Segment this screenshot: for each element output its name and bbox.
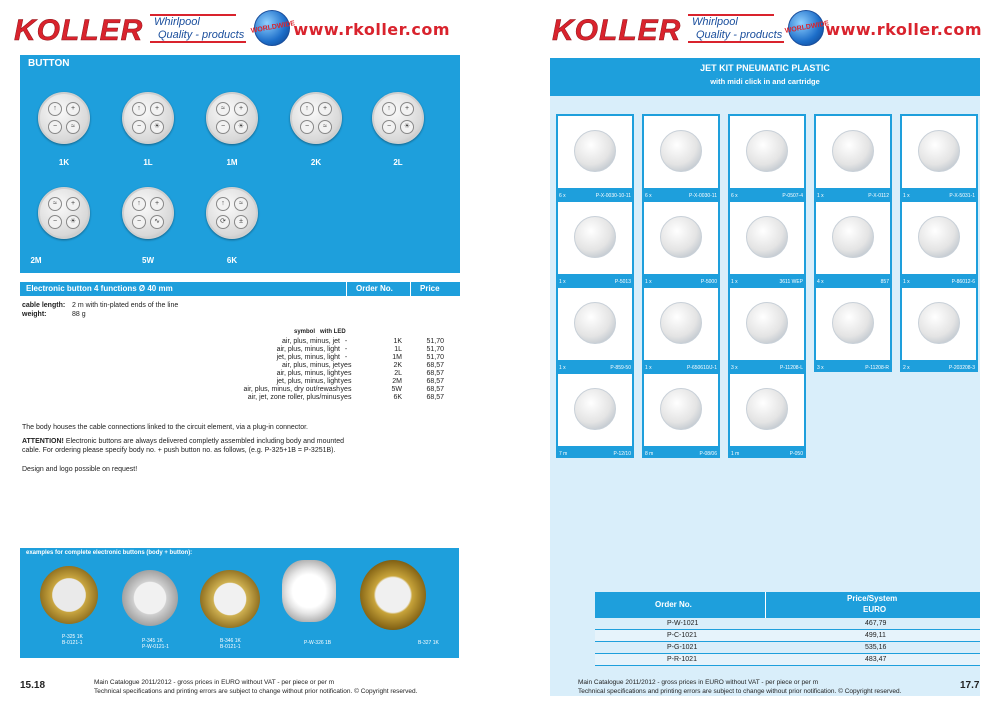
- brand-sub2: Quality - products: [688, 29, 784, 43]
- button-image-5w: ↑ + − ∿: [122, 187, 174, 239]
- cable-length-label: cable length:: [22, 302, 66, 309]
- button-image-1k: ↑ + − ≈: [38, 92, 90, 144]
- col-symbol: symbol: [294, 329, 316, 335]
- part-image: [902, 288, 976, 360]
- jet-kit-subtitle: with midi click in and cartridge: [710, 77, 820, 86]
- price-row-cell: 2L: [394, 370, 402, 377]
- brand-sub1: Whirlpool: [150, 14, 236, 28]
- table-row: [595, 618, 980, 630]
- attention-text: [22, 437, 362, 455]
- part-tile: [814, 114, 892, 200]
- table-row: [595, 642, 980, 654]
- price-row-cell: 6K: [393, 394, 402, 401]
- jet-kit-title-bar: [550, 58, 980, 96]
- price-row-cell: -: [344, 338, 348, 345]
- part-image: [644, 116, 718, 188]
- button-image-2m: ≈ + − ☀: [38, 187, 90, 239]
- price-row-cell: -: [344, 354, 348, 361]
- worldwide-globe-icon: [250, 10, 296, 46]
- part-shape: [660, 302, 702, 344]
- button-label: 1L: [143, 158, 153, 167]
- part-tile: [900, 114, 978, 200]
- price-row-cell: air, jet, zone roller, plus/minus: [247, 394, 340, 401]
- part-qty: 2 x: [903, 365, 910, 371]
- part-shape: [832, 216, 874, 258]
- examples-panel: [20, 548, 459, 658]
- part-tile: [642, 372, 720, 458]
- example-unit-image: [282, 560, 336, 622]
- part-tile: [728, 286, 806, 372]
- price-table-rows: [595, 618, 980, 666]
- example-label: [304, 640, 331, 646]
- col-price: Price: [420, 284, 440, 293]
- part-shape: [746, 130, 788, 172]
- part-qty: 3 x: [817, 365, 824, 371]
- part-image: [644, 374, 718, 446]
- price-row-cell: 1K: [393, 338, 402, 345]
- part-image: [816, 288, 890, 360]
- price-row-cell: 68,57: [426, 362, 444, 369]
- table-header: [20, 282, 460, 296]
- part-code: P-X-0112: [868, 193, 889, 199]
- example-unit-image: [360, 560, 426, 630]
- part-tile: [814, 200, 892, 286]
- part-code: P-11208-R: [865, 365, 889, 371]
- example-code: B-0121-1: [62, 640, 83, 646]
- website-link[interactable]: www.rkoller.com: [293, 20, 450, 39]
- left-header: [0, 8, 500, 48]
- table-row: [595, 654, 980, 666]
- price-table-header: [595, 592, 980, 618]
- part-qty: 1 x: [817, 193, 824, 199]
- design-note: Design and logo possible on request!: [22, 466, 138, 473]
- footer-line: Main Catalogue 2011/2012 - gross prices in EURO without VAT - per piece or per m: [578, 679, 819, 686]
- price-row-cell: yes: [340, 362, 352, 369]
- part-code: 3611 WEP: [779, 279, 803, 285]
- price-col-h2: EURO: [863, 605, 887, 614]
- part-shape: [918, 130, 960, 172]
- part-image: [730, 374, 804, 446]
- part-qty: 1 x: [559, 365, 566, 371]
- price-row-cell: 68,57: [426, 394, 444, 401]
- example-unit-image: [122, 570, 178, 626]
- part-image: [816, 116, 890, 188]
- example-label: [142, 638, 169, 650]
- part-qty: 6 x: [731, 193, 738, 199]
- price-row-cell: air, plus, minus, jet: [282, 338, 340, 345]
- part-code: P-X-0030-10-11: [595, 193, 631, 199]
- example-label: [62, 634, 83, 646]
- part-qty: 7 m: [559, 451, 568, 457]
- price-row-cell: air, plus, minus, light: [276, 346, 340, 353]
- part-tile: [814, 286, 892, 372]
- part-code: P-12/10: [613, 451, 631, 457]
- part-qty: 1 m: [731, 451, 740, 457]
- part-tile: [556, 114, 634, 200]
- part-shape: [574, 130, 616, 172]
- part-code: P-X-0030-11: [689, 193, 717, 199]
- price-row-cell: yes: [340, 386, 352, 393]
- part-qty: 6 x: [559, 193, 566, 199]
- price-row-cell: 2K: [393, 362, 402, 369]
- brand-sub2: Quality - products: [150, 29, 246, 43]
- price-row-cell: 1L: [394, 346, 402, 353]
- globe-label: WORLDWIDE: [784, 20, 830, 35]
- button-label: 5W: [142, 256, 154, 265]
- part-code: P-650610/J-1: [686, 365, 717, 371]
- part-image: [558, 202, 632, 274]
- part-shape: [746, 388, 788, 430]
- part-shape: [832, 130, 874, 172]
- example-code: B-327 1K: [418, 640, 439, 646]
- part-image: [644, 288, 718, 360]
- part-qty: 3 x: [731, 365, 738, 371]
- part-code: P-859-50: [610, 365, 631, 371]
- website-link[interactable]: www.rkoller.com: [825, 20, 982, 39]
- example-code: P-W-326 1B: [304, 640, 332, 646]
- right-header: [500, 8, 1000, 48]
- part-shape: [832, 302, 874, 344]
- worldwide-globe-icon: [784, 10, 830, 46]
- price-row-cell: 51,70: [426, 338, 444, 345]
- part-shape: [746, 302, 788, 344]
- brand-sub1: Whirlpool: [688, 14, 774, 28]
- body-text: The body houses the cable connections linked to the circuit element, via a plug-in connector.: [22, 424, 309, 431]
- button-image-2l: ↑ + − ☀: [372, 92, 424, 144]
- page-number: 15.18: [20, 680, 46, 691]
- part-shape: [918, 302, 960, 344]
- row-price: 535,16: [865, 644, 887, 651]
- part-shape: [660, 130, 702, 172]
- row-order-no: P-W-1021: [667, 620, 699, 627]
- price-row-cell: 1M: [392, 354, 402, 361]
- part-tile: [900, 200, 978, 286]
- part-code: P-08/06: [699, 451, 717, 457]
- part-qty: 6 x: [645, 193, 652, 199]
- price-row-cell: yes: [340, 378, 352, 385]
- brand-name: KOLLER: [552, 14, 682, 47]
- attention-label: ATTENTION!: [22, 438, 64, 445]
- button-label: 1K: [58, 158, 70, 167]
- part-image: [730, 116, 804, 188]
- part-tile: [900, 286, 978, 372]
- price-row-cell: 5W: [391, 386, 402, 393]
- part-qty: 1 x: [559, 279, 566, 285]
- footer-line: Technical specifications and printing errors are subject to change without prior notification. © Copyright reserved.: [578, 688, 902, 695]
- weight-label: weight:: [22, 311, 47, 318]
- part-code: P-5013: [614, 279, 631, 285]
- price-row-cell: jet, plus, minus, light: [276, 378, 340, 385]
- row-order-no: P-G-1021: [667, 644, 698, 651]
- table-row: [595, 630, 980, 642]
- price-row-cell: air, plus, minus, dry out/rewash: [243, 386, 340, 393]
- price-row-cell: 68,57: [426, 378, 444, 385]
- price-row-cell: yes: [340, 394, 352, 401]
- koller-logo: [552, 14, 783, 48]
- part-image: [558, 288, 632, 360]
- part-qty: 8 m: [645, 451, 654, 457]
- koller-logo: [14, 14, 245, 48]
- part-tile: [556, 286, 634, 372]
- button-label: 2M: [30, 256, 42, 265]
- footer: [578, 678, 901, 696]
- price-row-cell: 2M: [392, 378, 402, 385]
- price-row-cell: air, plus, minus, light: [276, 370, 340, 377]
- divider: [765, 592, 766, 618]
- part-image: [558, 116, 632, 188]
- price-row-cell: 51,70: [426, 346, 444, 353]
- part-qty: 1 x: [645, 279, 652, 285]
- price-table: [595, 592, 980, 666]
- part-shape: [574, 216, 616, 258]
- part-image: [816, 202, 890, 274]
- part-image: [902, 202, 976, 274]
- part-shape: [574, 302, 616, 344]
- part-image: [558, 374, 632, 446]
- example-label: [220, 638, 241, 650]
- example-label: [418, 640, 439, 646]
- button-image-1l: ↑ + − ☀: [122, 92, 174, 144]
- price-row-cell: yes: [340, 370, 352, 377]
- part-qty: 4 x: [817, 279, 824, 285]
- example-code: P-W-0121-1: [142, 644, 169, 650]
- part-tile: [728, 372, 806, 458]
- part-code: P-11208-L: [780, 365, 803, 371]
- examples-title: examples for complete electronic buttons (body + button):: [26, 550, 193, 556]
- part-image: [730, 202, 804, 274]
- example-code: B-0121-1: [220, 644, 241, 650]
- button-image-2k: ↑ + − ≈: [290, 92, 342, 144]
- col-order-no: Order No.: [356, 284, 393, 293]
- price-row-cell: 68,57: [426, 386, 444, 393]
- price-row-cell: -: [344, 346, 348, 353]
- part-code: P-86012-6: [951, 279, 975, 285]
- part-shape: [574, 388, 616, 430]
- part-tile: [728, 114, 806, 200]
- example-code: B-346 1K: [220, 638, 241, 644]
- part-qty: 1 x: [645, 365, 652, 371]
- footer-line: Main Catalogue 2011/2012 - gross prices in EURO without VAT - per piece or per m: [94, 679, 335, 686]
- part-tile: [556, 200, 634, 286]
- jet-kit-title: JET KIT PNEUMATIC PLASTIC: [700, 63, 830, 73]
- part-code: P-0507-4: [782, 193, 803, 199]
- divider: [346, 282, 347, 296]
- divider: [410, 282, 411, 296]
- part-tile: [728, 200, 806, 286]
- price-col-order: Order No.: [655, 600, 692, 609]
- part-image: [902, 116, 976, 188]
- button-label: 6K: [226, 256, 238, 265]
- part-tile: [642, 200, 720, 286]
- row-price: 499,11: [865, 632, 886, 639]
- price-row-cell: jet, plus, minus, light: [276, 354, 340, 361]
- button-label: 2L: [393, 158, 403, 167]
- table-title: Electronic button 4 functions Ø 40 mm: [26, 284, 173, 293]
- part-code: P-203208-3: [948, 365, 975, 371]
- part-code: P-X-5031-1: [949, 193, 975, 199]
- button-label: 1M: [226, 158, 238, 167]
- example-code: P-345 1K: [142, 638, 163, 644]
- part-shape: [660, 388, 702, 430]
- part-shape: [660, 216, 702, 258]
- row-price: 483,47: [865, 656, 887, 663]
- price-col-h1: Price/System: [847, 594, 898, 603]
- footer-line: Technical specifications and printing errors are subject to change without prior notification. © Copyright reserved.: [94, 688, 418, 695]
- part-shape: [918, 216, 960, 258]
- part-code: P-050: [789, 451, 803, 457]
- part-qty: 1 x: [731, 279, 738, 285]
- row-order-no: P-R-1021: [667, 656, 697, 663]
- attention-body: Electronic buttons are always delivered completly assembled including body and mounted cable. For ordering please specify body no. + push button no. as follows, (e.g. P-325+1B = P-3251B).: [22, 438, 345, 454]
- row-order-no: P-C-1021: [667, 632, 697, 639]
- part-tile: [556, 372, 634, 458]
- example-unit-image: [40, 566, 98, 624]
- part-tile: [642, 114, 720, 200]
- section-title: BUTTON: [28, 58, 70, 69]
- part-qty: 1 x: [903, 279, 910, 285]
- part-shape: [746, 216, 788, 258]
- cable-length-value: 2 m with tin-plated ends of the line: [72, 302, 179, 309]
- part-tile: [642, 286, 720, 372]
- row-price: 467,79: [865, 620, 887, 627]
- weight-value: 88 g: [72, 311, 86, 318]
- example-unit-image: [200, 570, 260, 628]
- button-label: 2K: [310, 158, 322, 167]
- part-code: P-5000: [700, 279, 717, 285]
- price-row-cell: air, plus, minus, jet: [282, 362, 340, 369]
- part-qty: 1 x: [903, 193, 910, 199]
- part-code: 857: [880, 279, 889, 285]
- example-code: P-325 1K: [62, 634, 83, 640]
- col-with-led: with LED: [320, 329, 346, 335]
- button-image-1m: ≈ + − ☀: [206, 92, 258, 144]
- page-number: 17.7: [960, 680, 980, 691]
- brand-name: KOLLER: [14, 14, 144, 47]
- part-image: [730, 288, 804, 360]
- part-image: [644, 202, 718, 274]
- button-image-6k: ↑ ≈ ⟳ ±: [206, 187, 258, 239]
- footer: [94, 678, 417, 696]
- price-row-cell: 51,70: [426, 354, 444, 361]
- price-row-cell: 68,57: [426, 370, 444, 377]
- globe-label: WORLDWIDE: [250, 20, 296, 35]
